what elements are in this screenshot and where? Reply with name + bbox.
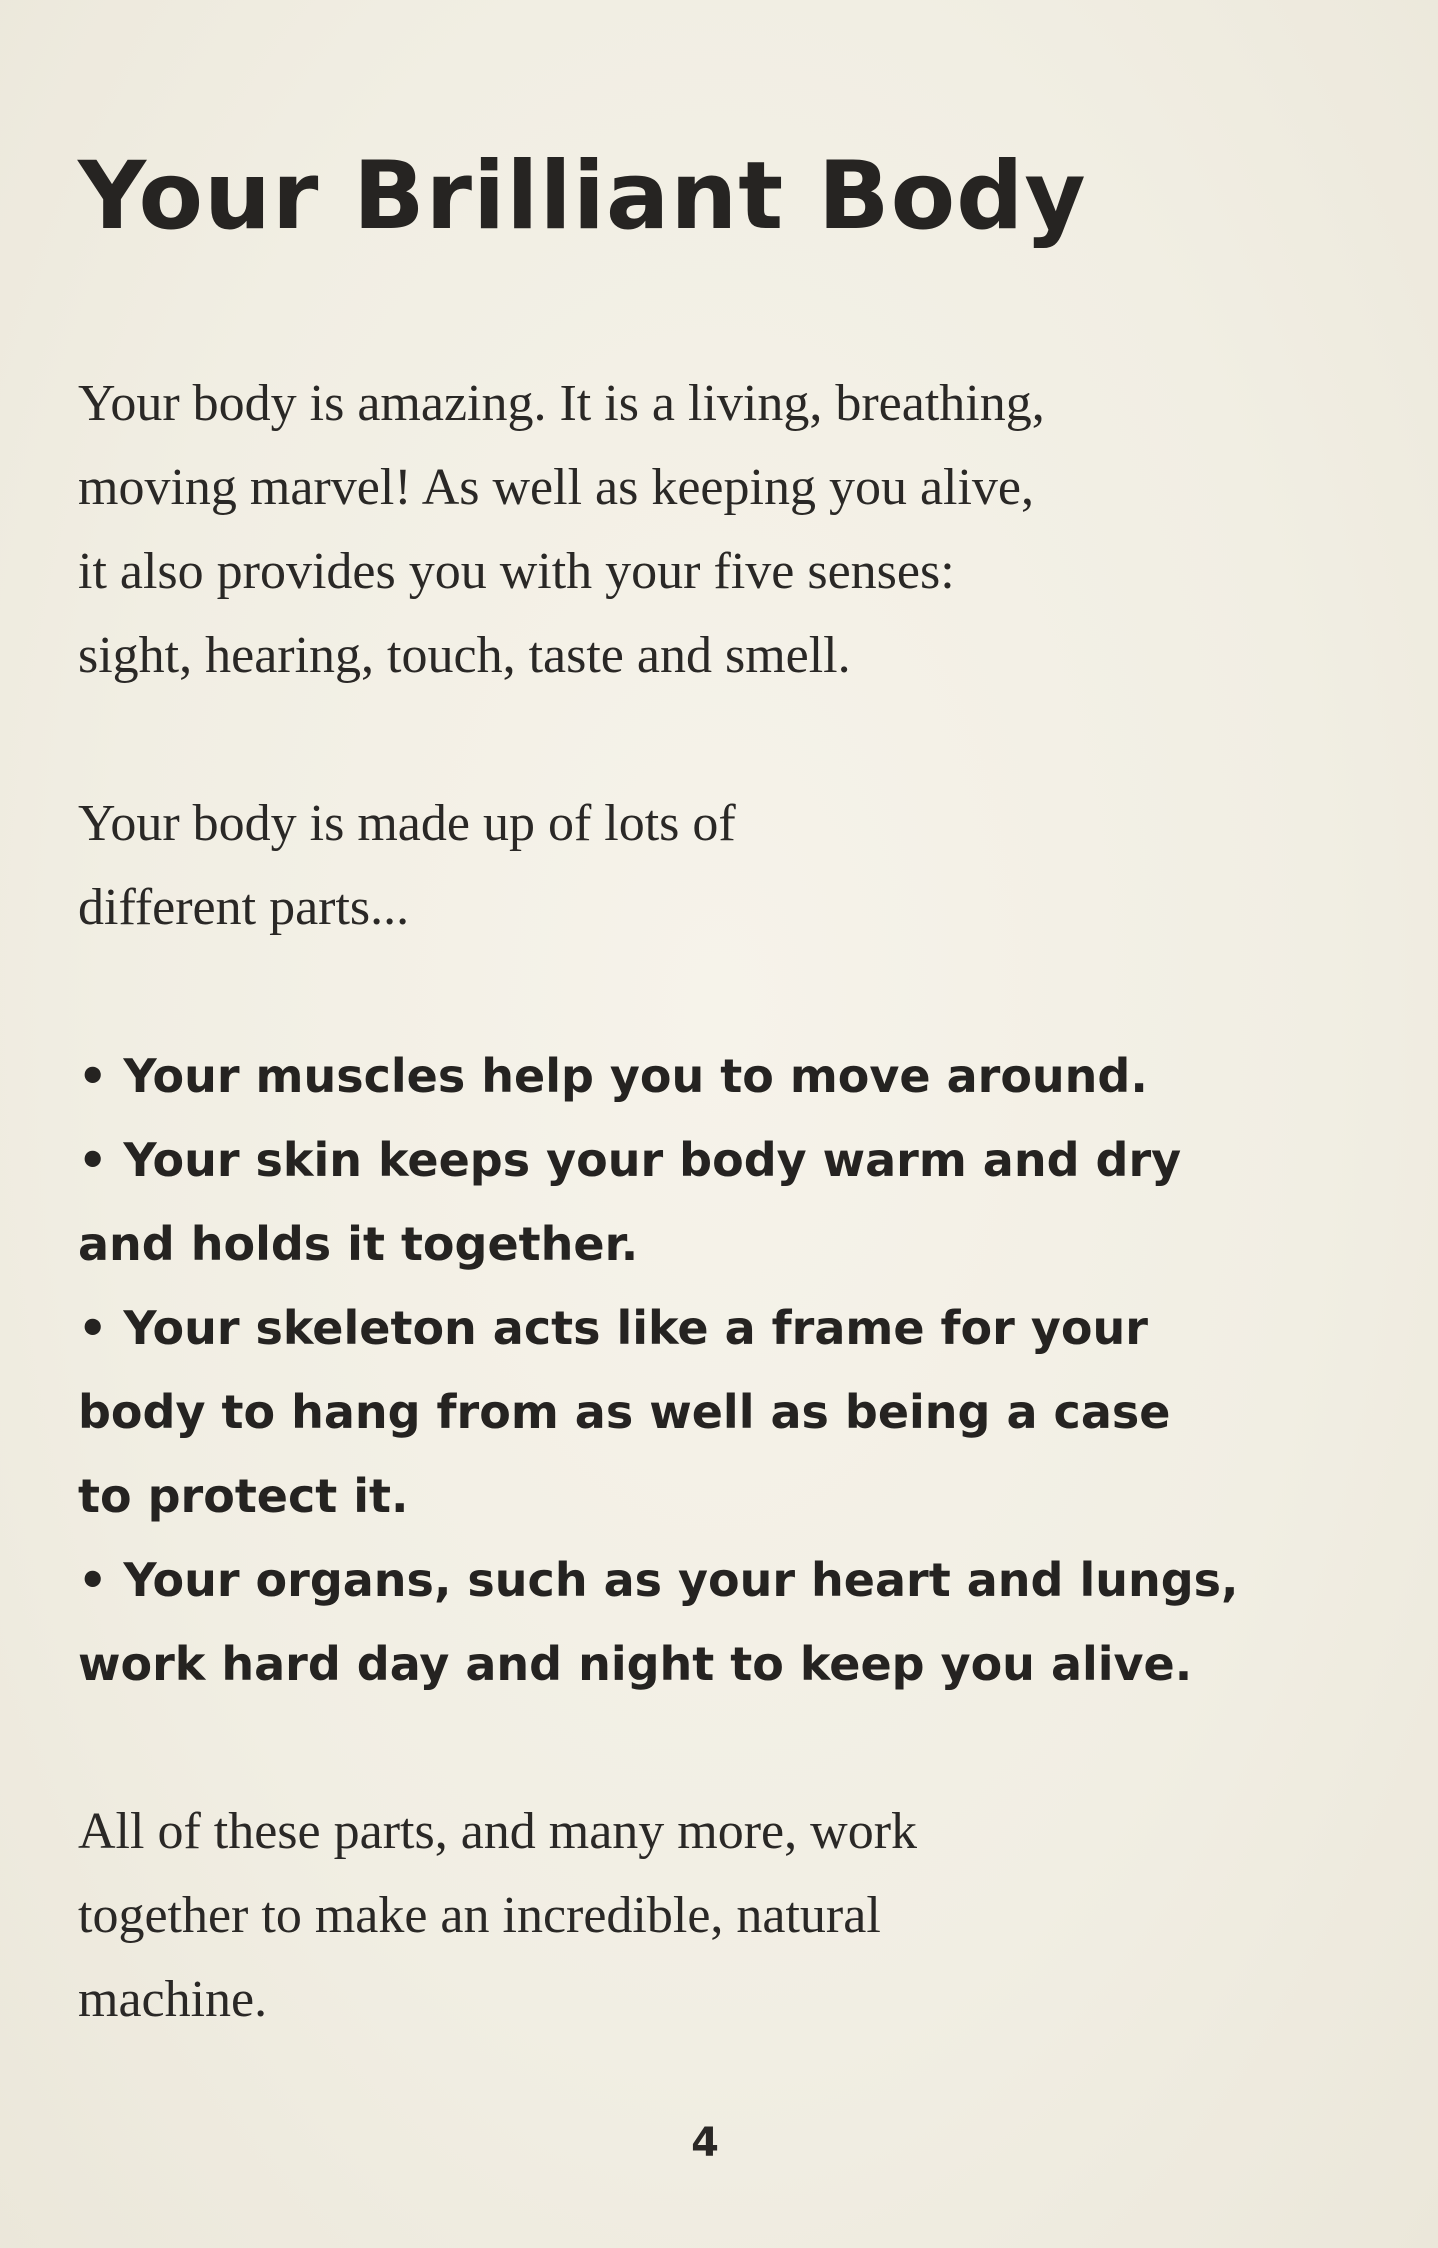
- list-item: [78, 1034, 1328, 1118]
- paragraph-line: Your body is made up of lots of: [78, 795, 736, 852]
- list-item-line: and holds it together.: [78, 1217, 639, 1271]
- paragraph-line: Your body is amazing. It is a living, breathing,: [78, 375, 1045, 432]
- paragraph-line: sight, hearing, touch, taste and smell.: [78, 627, 851, 684]
- page-number: 4: [691, 2120, 719, 2166]
- list-item-line: body to hang from as well as being a case: [78, 1385, 1171, 1439]
- body-parts-list: [78, 1034, 1328, 1706]
- list-item-line: • Your muscles help you to move around.: [78, 1049, 1148, 1103]
- paragraph-line: All of these parts, and many more, work: [78, 1803, 918, 1860]
- list-item: [78, 1538, 1328, 1706]
- list-item-line: • Your skeleton acts like a frame for your: [78, 1301, 1148, 1355]
- list-item: [78, 1286, 1328, 1538]
- paragraph-line: moving marvel! As well as keeping you alive,: [78, 459, 1035, 516]
- list-item-line: • Your organs, such as your heart and lungs,: [78, 1553, 1239, 1607]
- list-item-line: to protect it.: [78, 1469, 409, 1523]
- paragraph-line: together to make an incredible, natural: [78, 1887, 881, 1944]
- conclusion-paragraph: [78, 1790, 1328, 2042]
- list-item: [78, 1118, 1328, 1286]
- list-item-line: work hard day and night to keep you alive.: [78, 1637, 1193, 1691]
- paragraph-line: machine.: [78, 1971, 268, 2028]
- intro-paragraph: [78, 362, 1328, 698]
- page-content: [78, 142, 1328, 2042]
- parts-intro-paragraph: [78, 782, 1328, 950]
- paragraph-line: it also provides you with your five senses:: [78, 543, 955, 600]
- paragraph-line: different parts...: [78, 879, 410, 936]
- list-item-line: • Your skin keeps your body warm and dry: [78, 1133, 1182, 1187]
- page-title: Your Brilliant Body: [78, 142, 1087, 251]
